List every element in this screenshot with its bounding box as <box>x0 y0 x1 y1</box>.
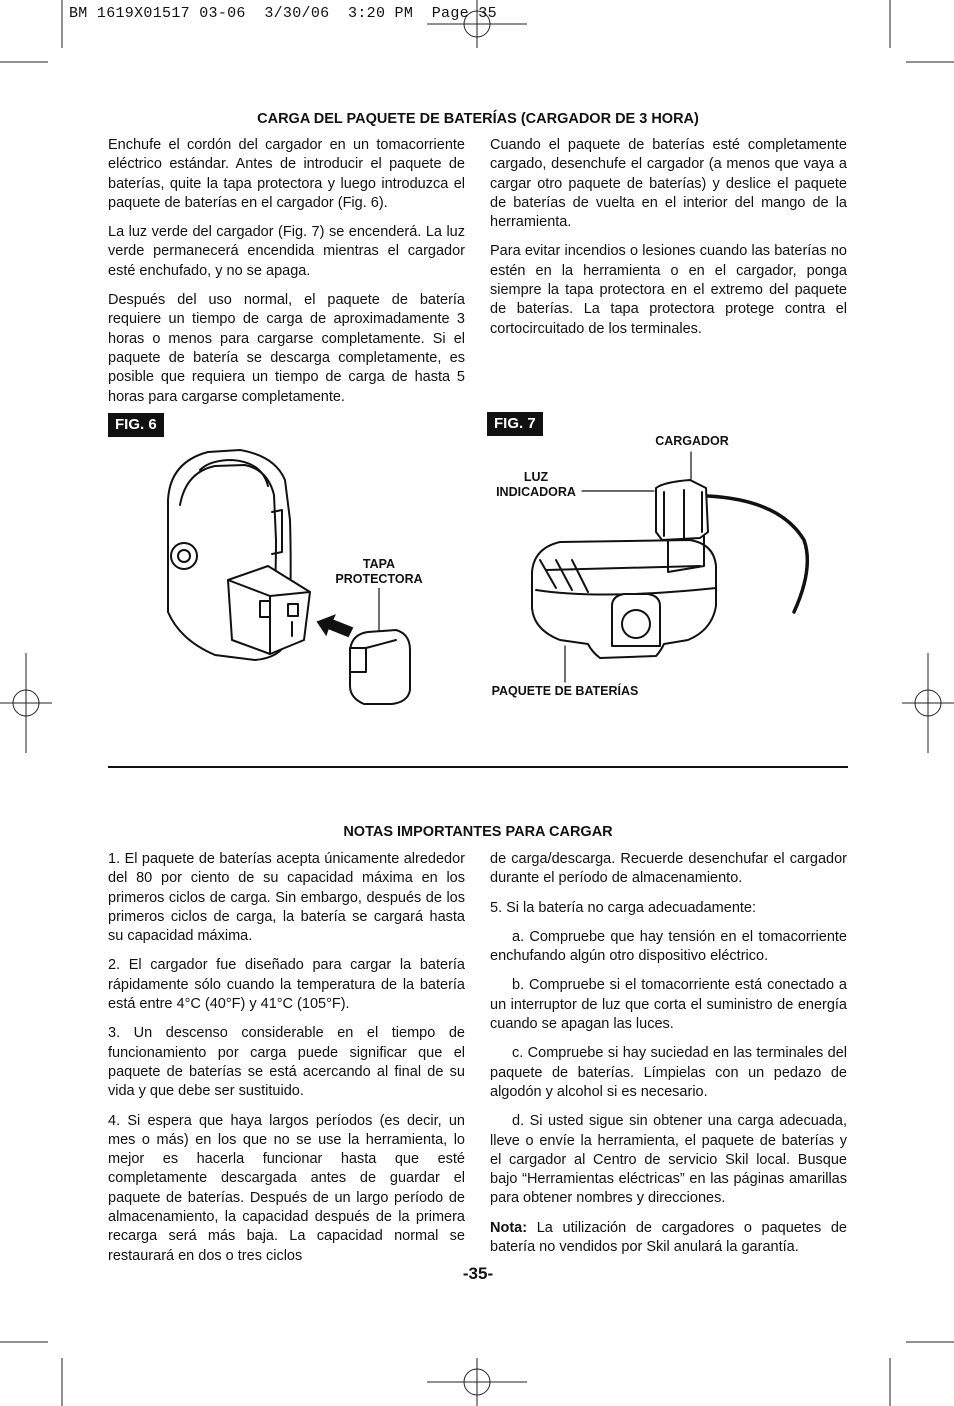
sub-item: a. Compruebe que hay tensión en el tomacorriente enchufando algún otro dispositivo eléctrico. <box>490 928 847 965</box>
list-item-continuation: de carga/descarga. Recuerde desenchufar el cargador durante el período de almacenamiento. <box>490 851 847 887</box>
callout-line: TAPA <box>362 557 396 571</box>
list-item: 4. Si espera que haya largos períodos (es decir, un mes o más) en los que no se use la herramienta, lo mejor es hacerla funcionar hasta que esté completamente descargada antes de guardar el paquete de baterías. Después de un largo período de almacenamiento, la capacidad después de la primera recarga será más baja. La capacidad normal se restaurará en dos o tres ciclos <box>108 1112 465 1264</box>
section2-left-column <box>108 850 465 1276</box>
sub-item: b. Compruebe si el tomacorriente está conectado a un interruptor de luz que corta el suministro de energía cuando se apagan las luces. <box>490 977 847 1033</box>
sub-item: d. Si usted sigue sin obtener una carga adecuada, lleve o envíe la herramienta, el paquete de baterías y el cargador al Centro de servicio Skil local. Busque bajo “Herramientas eléctricas” en las páginas amarillas para obtener nombres y direcciones. <box>490 1113 847 1207</box>
paragraph: Para evitar incendios o lesiones cuando las baterías no estén en la herramienta o en el cargador, ponga siempre la tapa protectora en el extremo del paquete de baterías. La tapa protectora protege contra el cortocircuitado de los terminales. <box>490 243 847 337</box>
note-paragraph <box>490 1219 847 1258</box>
callout-cargador: CARGADOR <box>655 434 729 448</box>
print-slug: BM 1619X01517 03-06 3/30/06 3:20 PM Page 35 <box>69 5 497 22</box>
fig-6-tag: FIG. 6 <box>108 413 164 437</box>
fig-7-tag: FIG. 7 <box>487 412 543 436</box>
callout-line: LUZ <box>523 470 549 484</box>
section-divider <box>108 766 848 768</box>
section2-right-column <box>490 850 847 1267</box>
page-number: -35- <box>462 1264 494 1283</box>
paragraph: La luz verde del cargador (Fig. 7) se encenderá. La luz verde permanecerá encendida mientras el cargador esté enchufado, y no se apaga. <box>108 224 465 279</box>
paragraph: Cuando el paquete de baterías esté completamente cargado, desenchufe el cargador (a menos que vaya a cargar otro paquete de baterías) y deslice el paquete de baterías de vuelta en el interior del mango de la herramienta. <box>490 137 847 231</box>
callout-line: PROTECTORA <box>335 572 423 586</box>
callout-luz-indicadora <box>490 470 582 500</box>
note-label: Nota: <box>490 1219 528 1236</box>
callout-paquete-de-baterias: PAQUETE DE BATERÍAS <box>491 684 639 698</box>
note-text: La utilización de cargadores o paquetes de batería no vendidos por Skil anulará la garantía. <box>490 1219 847 1256</box>
paragraph: Después del uso normal, el paquete de batería requiere un tiempo de carga de aproximadamente 3 horas o menos para cargarse completamente. Si el paquete de batería se descarga completamente, es posible que requiera un tiempo de carga de hasta 5 horas para cargarse completamente. <box>108 292 465 405</box>
list-item: 2. El cargador fue diseñado para cargar la batería rápidamente sólo cuando la temperatura de la batería está entre 4°C (40°F) y 41°C (105°F). <box>108 957 465 1013</box>
section-heading-carga: CARGA DEL PAQUETE DE BATERÍAS (CARGADOR DE 3 HORA) <box>257 111 699 127</box>
callout-line: INDICADORA <box>496 485 576 499</box>
sub-item: c. Compruebe si hay suciedad en las terminales del paquete de baterías. Límpielas con un pedazo de algodón y alcohol si es necesario. <box>490 1045 847 1100</box>
section-heading-notas: NOTAS IMPORTANTES PARA CARGAR <box>343 824 613 840</box>
list-item: 5. Si la batería no carga adecuadamente: <box>490 899 757 916</box>
list-item: 1. El paquete de baterías acepta únicamente alrededor del 80 por ciento de su capacidad máxima en los primeros ciclos de carga. Sin embargo, después de los primeros ciclos de carga, la batería se cargará hasta su capacidad máxima. <box>108 851 465 945</box>
list-item: 3. Un descenso considerable en el tiempo de funcionamiento por carga puede significar que el paquete de baterías se está acercando al final de su vida y que debe ser sustituido. <box>108 1025 465 1100</box>
paragraph: Enchufe el cordón del cargador en un tomacorriente eléctrico estándar. Antes de introducir el paquete de baterías, quite la tapa protectora y luego introduzca el paquete de baterías en el cargador (Fig. 6). <box>108 137 465 211</box>
